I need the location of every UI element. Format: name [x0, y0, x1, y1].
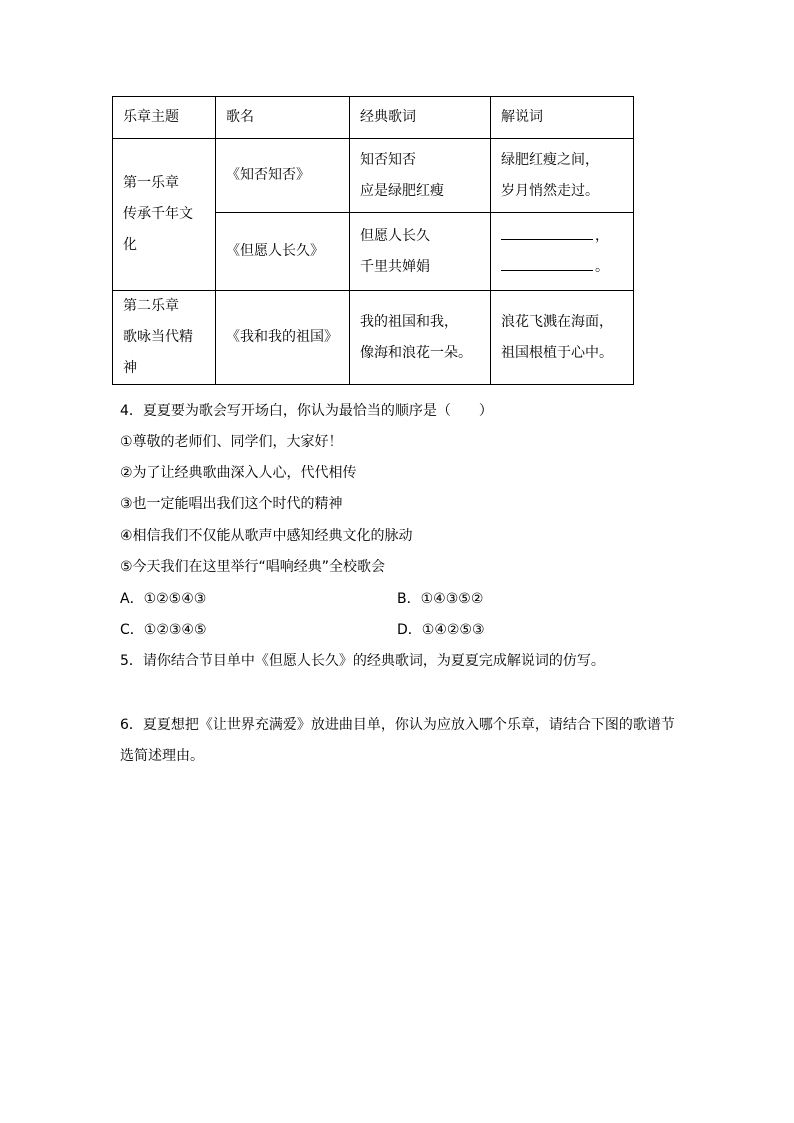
lyric-line: 像海和浪花一朵。	[360, 344, 472, 361]
commentary-blank-line-1: ，	[501, 221, 623, 252]
theme-cell-2	[113, 291, 216, 385]
header-lyrics: 经典歌词	[350, 97, 491, 139]
question-number: 4．	[120, 403, 143, 419]
header-song-name: 歌名	[216, 97, 350, 139]
commentary-line: 岁月悄然走过。	[501, 182, 599, 199]
theme-1-line1: 第一乐章	[123, 175, 179, 191]
question-number: 6．	[120, 717, 143, 733]
commentary-line: 浪花飞溅在海面，	[501, 313, 613, 330]
lyrics-cell	[350, 213, 491, 291]
lyric-line: 千里共婵娟	[360, 258, 430, 275]
commentary-line: 绿肥红瘦之间，	[501, 151, 599, 168]
question-text: 夏夏要为歌会写开场白，你认为最恰当的顺序是（ ）	[142, 403, 493, 419]
song-name-cell: 《我和我的祖国》	[216, 291, 350, 385]
question-text: 夏夏想把《让世界充满爱》放进曲目单，你认为应放入哪个乐章，请结合下图的歌谱节选简述理由。	[120, 717, 675, 764]
option-c[interactable]: C．①②③④⑤	[120, 622, 207, 638]
q4-item: ②为了让经典歌曲深入人心，代代相传	[120, 465, 357, 481]
option-d[interactable]: D．①④②⑤③	[397, 622, 485, 638]
lyric-line: 但愿人长久	[360, 227, 430, 244]
commentary-line: 祖国根植于心中。	[501, 344, 613, 361]
lyric-line: 我的祖国和我，	[360, 313, 458, 330]
table-row	[113, 291, 634, 385]
lyric-line: 应是绿肥红瘦	[360, 182, 444, 199]
q5	[120, 651, 605, 671]
table-header-row	[113, 97, 634, 139]
theme-2-line2: 歌咏当代精神	[123, 329, 193, 376]
theme-2-line1: 第二乐章	[123, 298, 179, 314]
option-b[interactable]: B．①④③⑤②	[397, 591, 484, 607]
q6	[120, 710, 680, 772]
commentary-cell	[491, 139, 634, 213]
q4-item: ③也一定能唱出我们这个时代的精神	[120, 496, 343, 512]
fill-blank-1[interactable]	[501, 225, 593, 240]
fill-blank-2[interactable]	[501, 256, 593, 271]
q4-item: ①尊敬的老师们、同学们，大家好！	[120, 434, 343, 450]
header-commentary: 解说词	[491, 97, 634, 139]
option-a[interactable]: A．①②⑤④③	[120, 591, 207, 607]
header-theme: 乐章主题	[113, 97, 216, 139]
question-number: 5．	[120, 653, 143, 669]
lyrics-cell	[350, 139, 491, 213]
question-text: 请你结合节目单中《但愿人长久》的经典歌词，为夏夏完成解说词的仿写。	[142, 653, 605, 669]
q4-item: ⑤今天我们在这里举行“唱响经典”全校歌会	[120, 559, 386, 575]
theme-cell-1	[113, 139, 216, 291]
commentary-cell	[491, 291, 634, 385]
song-name-cell: 《但愿人长久》	[216, 213, 350, 291]
q4-item: ④相信我们不仅能从歌声中感知经典文化的脉动	[120, 528, 413, 544]
lyrics-cell	[350, 291, 491, 385]
table-row	[113, 139, 634, 213]
q4-stem	[120, 401, 493, 421]
theme-1-line2: 传承千年文化	[123, 206, 193, 253]
song-name-cell: 《知否知否》	[216, 139, 350, 213]
lyric-line: 知否知否	[360, 151, 416, 168]
commentary-blank-cell	[491, 213, 634, 291]
commentary-blank-line-2: 。	[501, 252, 623, 283]
program-table	[112, 96, 634, 385]
